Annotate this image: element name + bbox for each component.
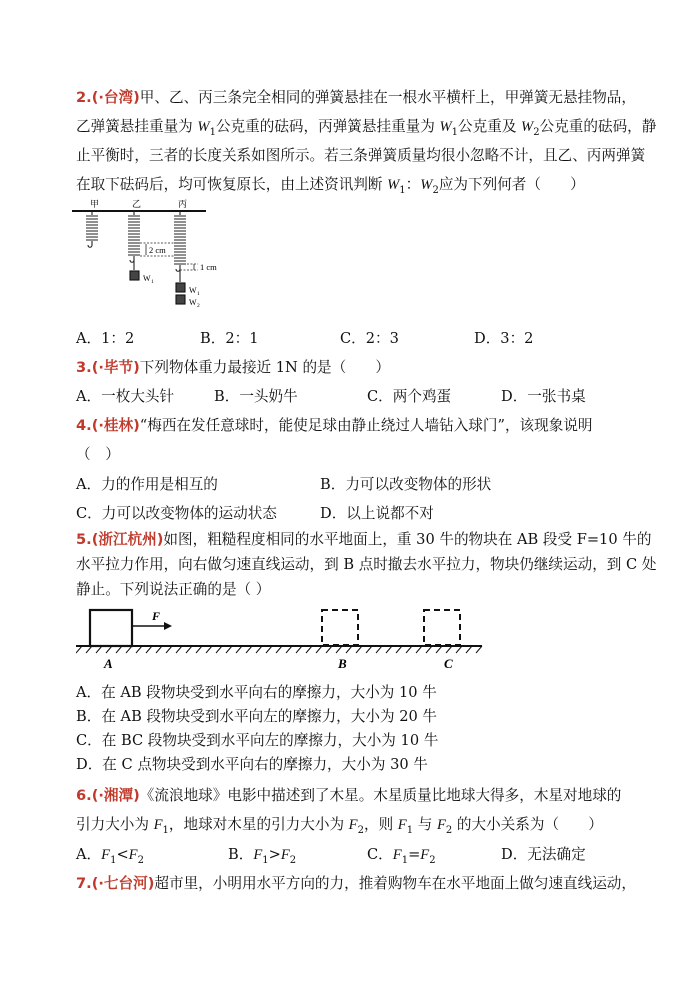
q2-line-2 bbox=[76, 117, 656, 143]
label-1cm: 1 cm bbox=[200, 262, 217, 272]
q4-option-a[interactable]: A．力的作用是相互的 bbox=[76, 476, 218, 493]
var-f: F bbox=[101, 847, 111, 863]
question-text: 如图，粗糙程度相同的水平地面上，重 30 牛的物块在 AB 段受 F=10 牛的 bbox=[163, 531, 652, 548]
operator: > bbox=[268, 846, 281, 863]
ground-hatch bbox=[76, 646, 482, 653]
spring-bing bbox=[174, 211, 186, 304]
question-text: “梅西在发任意球时，能使足球由静止绕过人墙钻入球门”，该现象说明 bbox=[139, 417, 593, 434]
text: 与 bbox=[413, 816, 437, 833]
question-number: 2. bbox=[76, 89, 92, 106]
question-source: (·毕节) bbox=[91, 359, 140, 376]
text: 应为下列何者（ ） bbox=[438, 176, 585, 193]
text: 在取下砝码后，均可恢复原长，由上述资讯判断 bbox=[76, 176, 388, 193]
text: 公克重的砝码，静 bbox=[539, 118, 657, 135]
var-w: W bbox=[387, 177, 400, 193]
q4-option-d[interactable]: D．以上说都不对 bbox=[320, 505, 434, 522]
q3-option-c[interactable]: C．两个鸡蛋 bbox=[367, 388, 452, 405]
q6-option-c[interactable] bbox=[367, 845, 436, 871]
sub: 1 bbox=[110, 854, 117, 866]
q6-option-b[interactable] bbox=[228, 845, 296, 871]
sub: 2 bbox=[137, 854, 144, 866]
text: 公克重的砝码，丙弹簧悬挂重量为 bbox=[215, 118, 440, 135]
question-source: (·湘潭) bbox=[91, 787, 140, 804]
label-c: C bbox=[444, 656, 453, 671]
sub: 1 bbox=[262, 854, 269, 866]
question-text: 超市里，小明用水平方向的力，推着购物车在水平地面上做匀速直线运动， bbox=[154, 875, 636, 892]
label-w1-sub: 1 bbox=[151, 279, 154, 285]
sub: 2 bbox=[357, 824, 364, 836]
q5-line-2: 水平拉力作用，向右做匀速直线运动，到 B 点时撤去水平拉力，物块仍继续运动，到 C 处 bbox=[76, 556, 657, 573]
var-f: F bbox=[420, 847, 430, 863]
question-number: 6. bbox=[76, 787, 92, 804]
q7-line-1 bbox=[76, 874, 636, 894]
sub: 1 bbox=[162, 824, 169, 836]
q6-line-1 bbox=[76, 786, 621, 806]
question-number: 3. bbox=[76, 359, 92, 376]
label-w2: W bbox=[189, 298, 197, 307]
label-jia: 甲 bbox=[90, 199, 100, 209]
question-source: (·七台河) bbox=[91, 875, 155, 892]
option-letter: C． bbox=[367, 846, 393, 863]
sub: 2 bbox=[533, 126, 540, 138]
q6-option-a[interactable] bbox=[76, 845, 144, 871]
q5-option-c[interactable]: C．在 BC 段物块受到水平向左的摩擦力，大小为 10 牛 bbox=[76, 732, 439, 749]
text: 引力大小为 bbox=[76, 816, 154, 833]
q3-option-d[interactable]: D．一张书桌 bbox=[501, 388, 586, 405]
q4-option-b[interactable]: B．力可以改变物体的形状 bbox=[320, 476, 492, 493]
var-w: W bbox=[521, 119, 534, 135]
q2-option-a[interactable]: A．1：2 bbox=[76, 330, 135, 347]
question-number: 4. bbox=[76, 417, 92, 434]
q2-option-b[interactable]: B．2：1 bbox=[200, 330, 259, 347]
label-yi: 乙 bbox=[132, 199, 142, 209]
var-f: F bbox=[153, 817, 163, 833]
question-number: 5. bbox=[76, 531, 92, 548]
q2-option-c[interactable]: C．2：3 bbox=[340, 330, 399, 347]
var-w: W bbox=[439, 119, 452, 135]
label-b: B bbox=[338, 656, 347, 671]
q6-option-d[interactable]: D．无法确定 bbox=[501, 846, 586, 863]
var-f: F bbox=[348, 817, 358, 833]
sub: 2 bbox=[289, 854, 297, 866]
q4-line-1 bbox=[76, 416, 593, 436]
text: ： bbox=[405, 176, 421, 193]
option-letter: A． bbox=[76, 846, 102, 863]
q2-line-1 bbox=[76, 88, 636, 108]
label-a: A bbox=[104, 656, 113, 671]
block-at-b bbox=[322, 610, 358, 645]
spring-yi bbox=[128, 211, 140, 280]
var-w: W bbox=[420, 177, 433, 193]
label-f: F bbox=[152, 609, 161, 623]
label-2cm: 2 cm bbox=[149, 245, 166, 255]
sub: 1 bbox=[451, 126, 459, 138]
sub: 2 bbox=[445, 824, 453, 836]
q5-line-3: 静止。下列说法正确的是（ ） bbox=[76, 581, 271, 598]
var-f: F bbox=[128, 847, 138, 863]
option-letter: B． bbox=[228, 846, 254, 863]
text: 公克重及 bbox=[458, 118, 522, 135]
spring-jia bbox=[86, 211, 98, 247]
operator: < bbox=[116, 846, 129, 863]
label-w1b: W bbox=[189, 286, 197, 295]
block-figure bbox=[76, 604, 486, 674]
q5-option-d[interactable]: D．在 C 点物块受到水平向右的摩擦力，大小为 30 牛 bbox=[76, 756, 428, 773]
question-source: (·桂林) bbox=[91, 417, 140, 434]
question-source: (·台湾) bbox=[91, 89, 140, 106]
text: 的大小关系为（ ） bbox=[452, 816, 603, 833]
q5-option-b[interactable]: B．在 AB 段物块受到水平向左的摩擦力，大小为 20 牛 bbox=[76, 708, 437, 725]
q4-line-2: （ ） bbox=[76, 446, 120, 463]
q5-option-a[interactable]: A．在 AB 段物块受到水平向右的摩擦力，大小为 10 牛 bbox=[76, 684, 437, 701]
q2-line-3: 止平衡时，三者的长度关系如图所示。若三条弹簧质量均很小忽略不计，且乙、丙两弹簧 bbox=[76, 147, 646, 164]
q4-option-c[interactable]: C．力可以改变物体的运动状态 bbox=[76, 505, 277, 522]
label-w1: W bbox=[143, 274, 151, 283]
text: ，则 bbox=[363, 816, 398, 833]
label-w2-sub: 2 bbox=[197, 303, 200, 309]
question-number: 7. bbox=[76, 875, 92, 892]
sub: 1 bbox=[401, 854, 409, 866]
q3-option-b[interactable]: B．一头奶牛 bbox=[214, 388, 298, 405]
q6-line-2 bbox=[76, 815, 603, 841]
text: ，地球对木星的引力大小为 bbox=[168, 816, 349, 833]
block-at-c bbox=[424, 610, 460, 645]
block bbox=[90, 610, 132, 646]
label-w1b-sub: 1 bbox=[197, 291, 200, 297]
q3-option-a[interactable]: A．一枚大头针 bbox=[76, 388, 175, 405]
sub: 2 bbox=[432, 184, 439, 196]
arrow-head bbox=[164, 622, 172, 630]
var-w: W bbox=[197, 119, 210, 135]
question-text: 甲、乙、丙三条完全相同的弹簧悬挂在一根水平横杆上，甲弹簧无悬挂物品， bbox=[139, 89, 636, 106]
text: 乙弹簧悬挂重量为 bbox=[76, 118, 198, 135]
question-source: (浙江杭州) bbox=[91, 531, 164, 548]
sub: 1 bbox=[406, 824, 414, 836]
label-bing: 丙 bbox=[178, 199, 188, 209]
var-f: F bbox=[253, 847, 263, 863]
var-f: F bbox=[436, 817, 446, 833]
sub: 1 bbox=[209, 126, 216, 138]
q3-line-1 bbox=[76, 358, 390, 378]
var-f: F bbox=[280, 847, 290, 863]
sub: 1 bbox=[399, 184, 406, 196]
operator: = bbox=[408, 846, 421, 863]
var-f: F bbox=[397, 817, 407, 833]
question-text: 下列物体重力最接近 1N 的是（ ） bbox=[139, 359, 391, 376]
q5-line-1 bbox=[76, 530, 651, 550]
var-f: F bbox=[392, 847, 402, 863]
sub: 2 bbox=[429, 854, 436, 866]
q2-option-d[interactable]: D．3：2 bbox=[474, 330, 534, 347]
question-text: 《流浪地球》电影中描述到了木星。木星质量比地球大得多，木星对地球的 bbox=[139, 787, 622, 804]
spring-figure bbox=[70, 198, 250, 316]
